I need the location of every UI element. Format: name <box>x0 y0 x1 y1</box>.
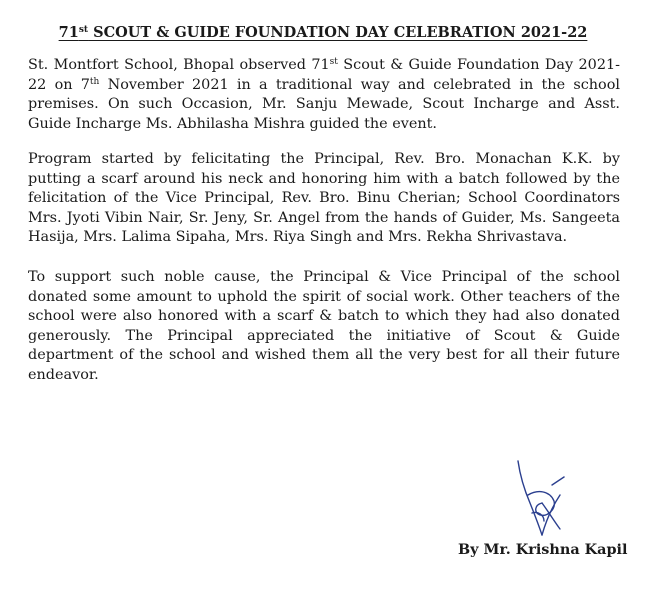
title-number: 71 <box>58 24 79 41</box>
paragraph-observance <box>28 56 620 134</box>
paragraph-donation: To support such noble cause, the Principal & Vice Principal of the school donated some amount to uphold the spirit of social work. Other teachers of the school were also honored with a scarf & batch to which they had also donated generously. The Principal appreciated the initiative of Scout & Guide department of the school and wished them all the very best for all their future endeavor. <box>28 269 620 383</box>
paragraph-observance-part-c: November 2021 in a traditional way and celebrated in the school premises. On such Occasion, Mr. Sanju Mewade, Scout Incharge and Asst. Guide Incharge Ms. Abhilasha Mishra guided the event. <box>28 76 620 132</box>
title-ordinal-suffix: st <box>78 25 89 35</box>
paragraph-observance-part-a: St. Montfort School, Bhopal observed 71 <box>28 57 330 73</box>
document-title <box>0 24 646 41</box>
ordinal-suffix-th: th <box>89 76 100 87</box>
ordinal-suffix-st: st <box>329 57 338 67</box>
title-text: SCOUT & GUIDE FOUNDATION DAY CELEBRATION 2021-22 <box>88 24 588 41</box>
paragraph-felicitation: Program started by felicitating the Principal, Rev. Bro. Monachan K.K. by putting a scarf around his neck and honoring him with a batch followed by the felicitation of the Vice Principal, Rev. Bro. Binu Cherian; School Coordinators Mrs. Jyoti Vibin Nair, Sr. Jeny, Sr. Angel from the hands of Guider, Ms. Sangeeta Hasija, Mrs. Lalima Sipaha, Mrs. Riya Singh and Mrs. Rekha Shrivastava. <box>28 151 620 246</box>
handwritten-signature <box>508 455 578 545</box>
author-byline: By Mr. Krishna Kapil <box>458 541 628 558</box>
paragraph-observance-part-b: Scout & Guide Foundation Day 2021-22 on 7 <box>28 57 620 93</box>
